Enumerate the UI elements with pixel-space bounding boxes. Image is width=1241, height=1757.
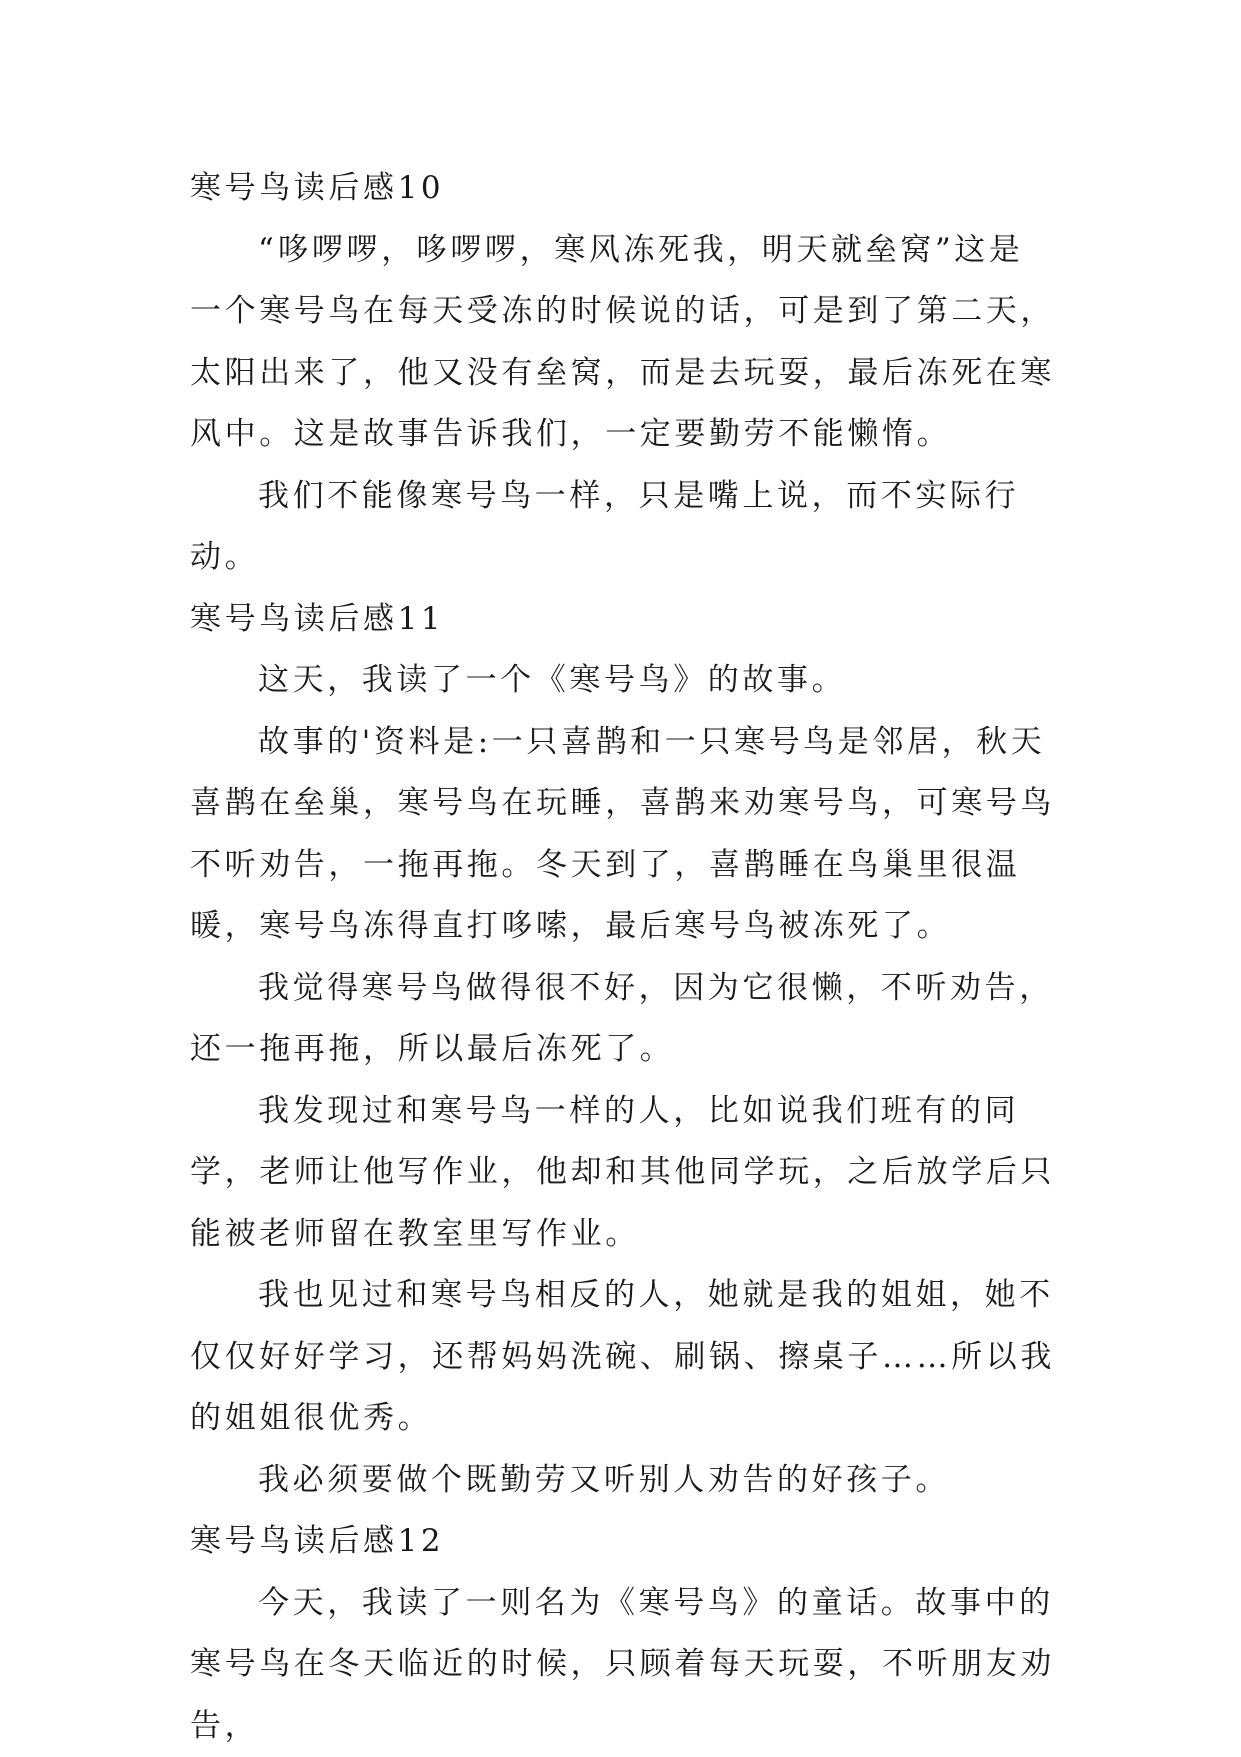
paragraph: “哆啰啰，哆啰啰，寒风冻死我，明天就垒窝”这是一个寒号鸟在每天受冻的时候说的话，可是到了第二天，太阳出来了，他又没有垒窝，而是去玩耍，最后冻死在寒风中。这是故事告诉我们，一定要勤劳不能懒惰。 [190,220,1056,466]
paragraph: 我发现过和寒号鸟一样的人，比如说我们班有的同学，老师让他写作业，他却和其他同学玩，之后放学后只能被老师留在教室里写作业。 [190,1081,1056,1266]
paragraph: 这天，我读了一个《寒号鸟》的故事。 [190,650,1056,712]
section-title-10: 寒号鸟读后感10 [190,158,1056,220]
paragraph: 今天，我读了一则名为《寒号鸟》的童话。故事中的寒号鸟在冬天临近的时候，只顾着每天玩耍，不听朋友劝告， [190,1573,1056,1757]
paragraph: 我觉得寒号鸟做得很不好，因为它很懒，不听劝告，还一拖再拖，所以最后冻死了。 [190,958,1056,1081]
paragraph: 我们不能像寒号鸟一样，只是嘴上说，而不实际行动。 [190,466,1056,589]
paragraph: 故事的'资料是:一只喜鹊和一只寒号鸟是邻居，秋天喜鹊在垒巢，寒号鸟在玩睡，喜鹊来劝寒号鸟，可寒号鸟不听劝告，一拖再拖。冬天到了，喜鹊睡在鸟巢里很温暖，寒号鸟冻得直打哆嗦，最后寒号鸟被冻死了。 [190,712,1056,958]
section-title-11: 寒号鸟读后感11 [190,589,1056,651]
paragraph: 我也见过和寒号鸟相反的人，她就是我的姐姐，她不仅仅好好学习，还帮妈妈洗碗、刷锅、擦桌子……所以我的姐姐很优秀。 [190,1265,1056,1450]
section-title-12: 寒号鸟读后感12 [190,1511,1056,1573]
paragraph: 我必须要做个既勤劳又听别人劝告的好孩子。 [190,1450,1056,1512]
document-page [190,158,1056,1757]
